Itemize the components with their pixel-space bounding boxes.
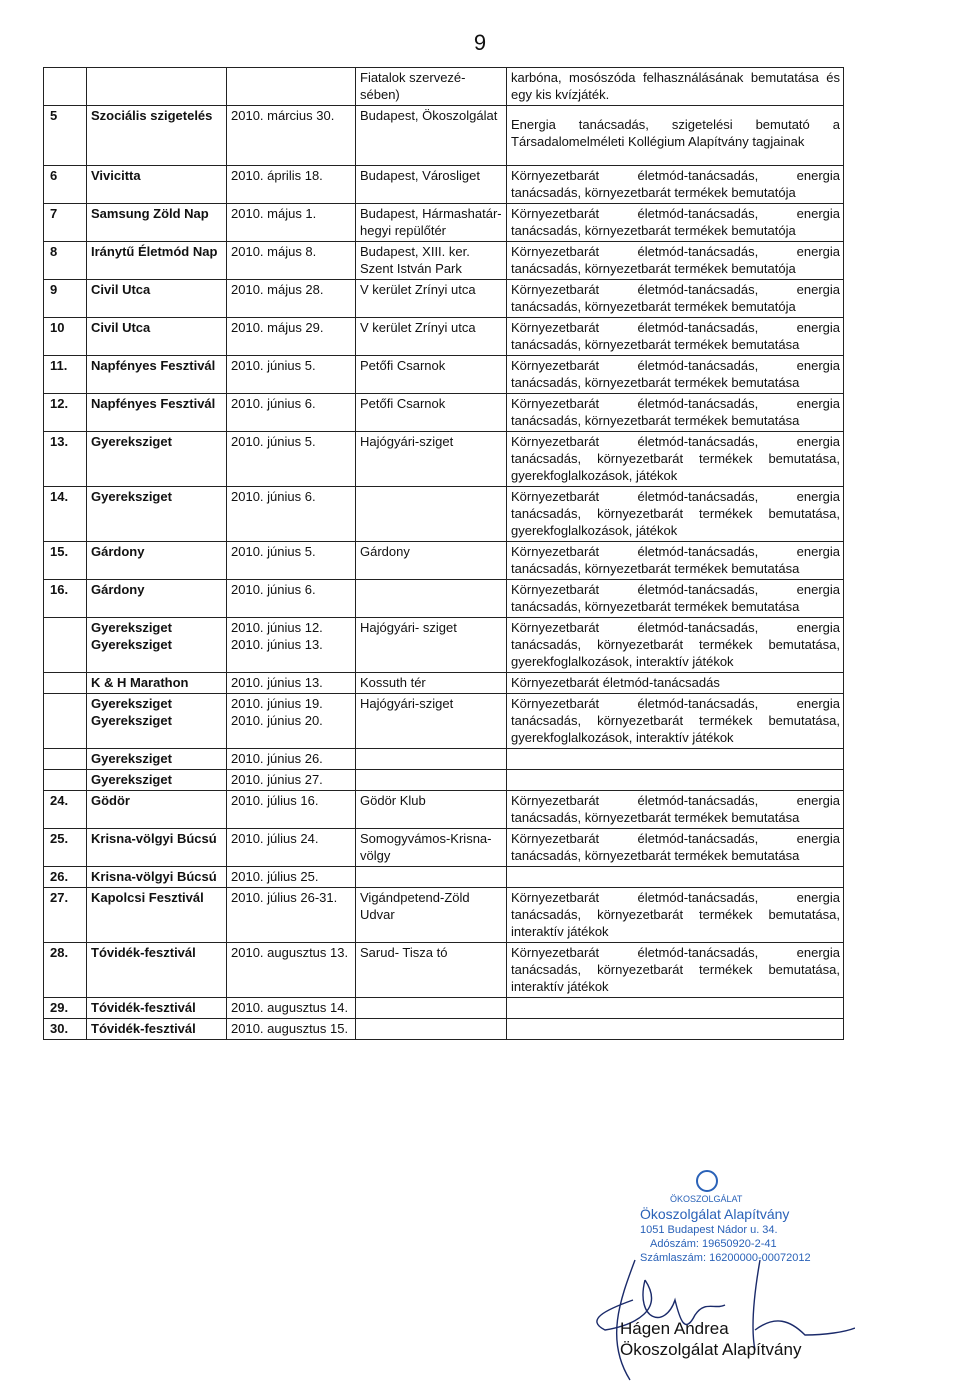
event-place: Somogyvámos-Krisna- völgy [356, 829, 507, 867]
row-number: 30. [44, 1019, 87, 1040]
event-date: 2010. június 6. [227, 394, 356, 432]
event-description [507, 770, 844, 791]
event-name: Gyereksziget Gyereksziget [87, 694, 227, 749]
event-place [356, 770, 507, 791]
event-name: Napfényes Fesztivál [87, 356, 227, 394]
row-number [44, 68, 87, 106]
row-number: 6 [44, 166, 87, 204]
event-place: Budapest, XIII. ker. Szent István Park [356, 242, 507, 280]
event-name: Gödör [87, 791, 227, 829]
page-number: 9 [473, 30, 487, 55]
event-date: 2010. május 29. [227, 318, 356, 356]
signer-name: Hágen Andrea [620, 1319, 729, 1338]
row-number [44, 694, 87, 749]
event-name: Gyereksziget [87, 432, 227, 487]
table-row [44, 106, 844, 166]
table-row [44, 618, 844, 673]
event-date [227, 68, 356, 106]
event-description: Környezetbarát életmód-tanácsadás, energia tanácsadás, környezetbarát termékek bemutatása [507, 542, 844, 580]
event-name: Gyereksziget [87, 487, 227, 542]
event-description [507, 867, 844, 888]
event-name: Krisna-völgyi Búcsú [87, 867, 227, 888]
event-description: Környezetbarát életmód-tanácsadás, energia tanácsadás, környezetbarát termékek bemutatása, gyerekfoglalkozások, interaktív játékok [507, 694, 844, 749]
event-date: 2010. június 26. [227, 749, 356, 770]
event-description [507, 1019, 844, 1040]
event-date: 2010. június 6. [227, 580, 356, 618]
event-description: Környezetbarát életmód-tanácsadás, energia tanácsadás, környezetbarát termékek bemutatása, interaktív játékok [507, 943, 844, 998]
signature-block [620, 1318, 801, 1360]
row-number [44, 749, 87, 770]
event-description [507, 749, 844, 770]
event-place: Hajógyári-sziget [356, 694, 507, 749]
event-date: 2010. március 30. [227, 106, 356, 166]
signer-organization: Ökoszolgálat Alapítvány [620, 1340, 802, 1359]
event-date: 2010. június 5. [227, 356, 356, 394]
table-row [44, 318, 844, 356]
event-place: Budapest, Hármashatár-hegyi repülőtér [356, 204, 507, 242]
events-table [43, 67, 844, 1040]
event-date: 2010. július 24. [227, 829, 356, 867]
event-name: Gárdony [87, 580, 227, 618]
event-description: Energia tanácsadás, szigetelési bemutató a Társadalomelméleti Kollégium Alapítvány tagjainak [507, 106, 844, 166]
event-description: Környezetbarát életmód-tanácsadás, energia tanácsadás, környezetbarát termékek bemutatása [507, 829, 844, 867]
event-date: 2010. április 18. [227, 166, 356, 204]
event-description: Környezetbarát életmód-tanácsadás, energia tanácsadás, környezetbarát termékek bemutatása, gyerekfoglalkozások, játékok [507, 487, 844, 542]
event-date: 2010. augusztus 13. [227, 943, 356, 998]
event-date: 2010. július 26-31. [227, 888, 356, 943]
event-description: Környezetbarát életmód-tanácsadás, energia tanácsadás, környezetbarát termékek bemutatója [507, 166, 844, 204]
row-number: 25. [44, 829, 87, 867]
event-place [356, 580, 507, 618]
row-number: 11. [44, 356, 87, 394]
event-description: Környezetbarát életmód-tanácsadás [507, 673, 844, 694]
row-number: 28. [44, 943, 87, 998]
event-description: Környezetbarát életmód-tanácsadás, energia tanácsadás, környezetbarát termékek bemutatása, interaktív játékok [507, 888, 844, 943]
row-number: 29. [44, 998, 87, 1019]
row-number [44, 673, 87, 694]
event-place: V kerület Zrínyi utca [356, 318, 507, 356]
table-row [44, 1019, 844, 1040]
event-name: Szociális szigetelés [87, 106, 227, 166]
event-date: 2010. június 5. [227, 432, 356, 487]
event-place: Hajógyári- sziget [356, 618, 507, 673]
event-place: Gödör Klub [356, 791, 507, 829]
table-row [44, 829, 844, 867]
event-date: 2010. június 19. 2010. június 20. [227, 694, 356, 749]
event-name [87, 68, 227, 106]
event-description: Környezetbarát életmód-tanácsadás, energia tanácsadás, környezetbarát termékek bemutatása [507, 318, 844, 356]
stamp-logo-text: ÖKOSZOLGÁLAT [670, 1194, 743, 1204]
event-name: Gyereksziget [87, 749, 227, 770]
row-number: 10 [44, 318, 87, 356]
event-description: Környezetbarát életmód-tanácsadás, energia tanácsadás, környezetbarát termékek bemutatója [507, 242, 844, 280]
event-name: Tóvidék-fesztivál [87, 998, 227, 1019]
table-row [44, 280, 844, 318]
event-place [356, 749, 507, 770]
table-row [44, 166, 844, 204]
event-date: 2010. június 5. [227, 542, 356, 580]
row-number: 9 [44, 280, 87, 318]
event-place: Sarud- Tisza tó [356, 943, 507, 998]
row-number: 16. [44, 580, 87, 618]
event-name: Vivicitta [87, 166, 227, 204]
stamp-address: 1051 Budapest Nádor u. 34. [640, 1224, 778, 1236]
event-name: Krisna-völgyi Búcsú [87, 829, 227, 867]
event-place [356, 487, 507, 542]
event-date: 2010. május 28. [227, 280, 356, 318]
event-place [356, 998, 507, 1019]
table-row [44, 68, 844, 106]
stamp-name: Ökoszolgálat Alapítvány [640, 1206, 790, 1222]
table-row [44, 542, 844, 580]
row-number: 27. [44, 888, 87, 943]
event-place: Hajógyári-sziget [356, 432, 507, 487]
event-date: 2010. augusztus 14. [227, 998, 356, 1019]
event-place: Petőfi Csarnok [356, 356, 507, 394]
table-row [44, 487, 844, 542]
row-number [44, 618, 87, 673]
event-name: K & H Marathon [87, 673, 227, 694]
event-date: 2010. augusztus 15. [227, 1019, 356, 1040]
row-number: 24. [44, 791, 87, 829]
event-date: 2010. június 13. [227, 673, 356, 694]
event-place: Vigándpetend-Zöld Udvar [356, 888, 507, 943]
event-date: 2010. július 25. [227, 867, 356, 888]
table-row [44, 242, 844, 280]
event-name: Gárdony [87, 542, 227, 580]
event-name: Iránytű Életmód Nap [87, 242, 227, 280]
event-name: Gyereksziget Gyereksziget [87, 618, 227, 673]
event-description: Környezetbarát életmód-tanácsadás, energia tanácsadás, környezetbarát termékek bemutatása, gyerekfoglalkozások, játékok [507, 432, 844, 487]
row-number: 5 [44, 106, 87, 166]
row-number: 26. [44, 867, 87, 888]
row-number: 12. [44, 394, 87, 432]
table-row [44, 770, 844, 791]
event-description [507, 998, 844, 1019]
row-number: 14. [44, 487, 87, 542]
event-description: Környezetbarát életmód-tanácsadás, energia tanácsadás, környezetbarát termékek bemutatása [507, 394, 844, 432]
table-row [44, 998, 844, 1019]
event-description: karbóna, mosószóda felhasználásának bemutatása és egy kis kvízjáték. [507, 68, 844, 106]
event-place [356, 1019, 507, 1040]
table-row [44, 356, 844, 394]
event-date: 2010. május 8. [227, 242, 356, 280]
event-date: 2010. június 12. 2010. június 13. [227, 618, 356, 673]
event-name: Samsung Zöld Nap [87, 204, 227, 242]
table-row [44, 749, 844, 770]
event-description: Környezetbarát életmód-tanácsadás, energia tanácsadás, környezetbarát termékek bemutatása, gyerekfoglalkozások, interaktív játékok [507, 618, 844, 673]
table-row [44, 888, 844, 943]
event-name: Tóvidék-fesztivál [87, 943, 227, 998]
event-description: Környezetbarát életmód-tanácsadás, energia tanácsadás, környezetbarát termékek bemutatása [507, 356, 844, 394]
row-number [44, 770, 87, 791]
table-row [44, 943, 844, 998]
table-row [44, 580, 844, 618]
table-row [44, 867, 844, 888]
event-name: Napfényes Fesztivál [87, 394, 227, 432]
row-number: 13. [44, 432, 87, 487]
event-description: Környezetbarát életmód-tanácsadás, energia tanácsadás, környezetbarát termékek bemutatása [507, 580, 844, 618]
event-place: Gárdony [356, 542, 507, 580]
event-name: Gyereksziget [87, 770, 227, 791]
row-number: 15. [44, 542, 87, 580]
event-name: Kapolcsi Fesztivál [87, 888, 227, 943]
handwritten-signature [575, 1240, 855, 1390]
event-place: Budapest, Ökoszolgálat [356, 106, 507, 166]
stamp-logo-icon [696, 1170, 718, 1192]
table-row [44, 791, 844, 829]
table-row [44, 432, 844, 487]
event-date: 2010. június 6. [227, 487, 356, 542]
row-number: 8 [44, 242, 87, 280]
event-place: V kerület Zrínyi utca [356, 280, 507, 318]
event-description: Környezetbarát életmód-tanácsadás, energia tanácsadás, környezetbarát termékek bemutatója [507, 280, 844, 318]
event-name: Tóvidék-fesztivál [87, 1019, 227, 1040]
row-number: 7 [44, 204, 87, 242]
event-place [356, 867, 507, 888]
event-place: Petőfi Csarnok [356, 394, 507, 432]
stamp-account-number: Számlaszám: 16200000-00072012 [640, 1252, 811, 1264]
event-place: Fiatalok szervezé-sében) [356, 68, 507, 106]
stamp-tax-number: Adószám: 19650920-2-41 [650, 1238, 777, 1250]
event-date: 2010. május 1. [227, 204, 356, 242]
event-place: Kossuth tér [356, 673, 507, 694]
event-description: Környezetbarát életmód-tanácsadás, energia tanácsadás, környezetbarát termékek bemutatója [507, 204, 844, 242]
table-row [44, 673, 844, 694]
event-place: Budapest, Városliget [356, 166, 507, 204]
table-row [44, 694, 844, 749]
table-row [44, 394, 844, 432]
event-name: Civil Utca [87, 280, 227, 318]
event-name: Civil Utca [87, 318, 227, 356]
event-date: 2010. július 16. [227, 791, 356, 829]
event-description: Környezetbarát életmód-tanácsadás, energia tanácsadás, környezetbarát termékek bemutatása [507, 791, 844, 829]
table-row [44, 204, 844, 242]
event-date: 2010. június 27. [227, 770, 356, 791]
